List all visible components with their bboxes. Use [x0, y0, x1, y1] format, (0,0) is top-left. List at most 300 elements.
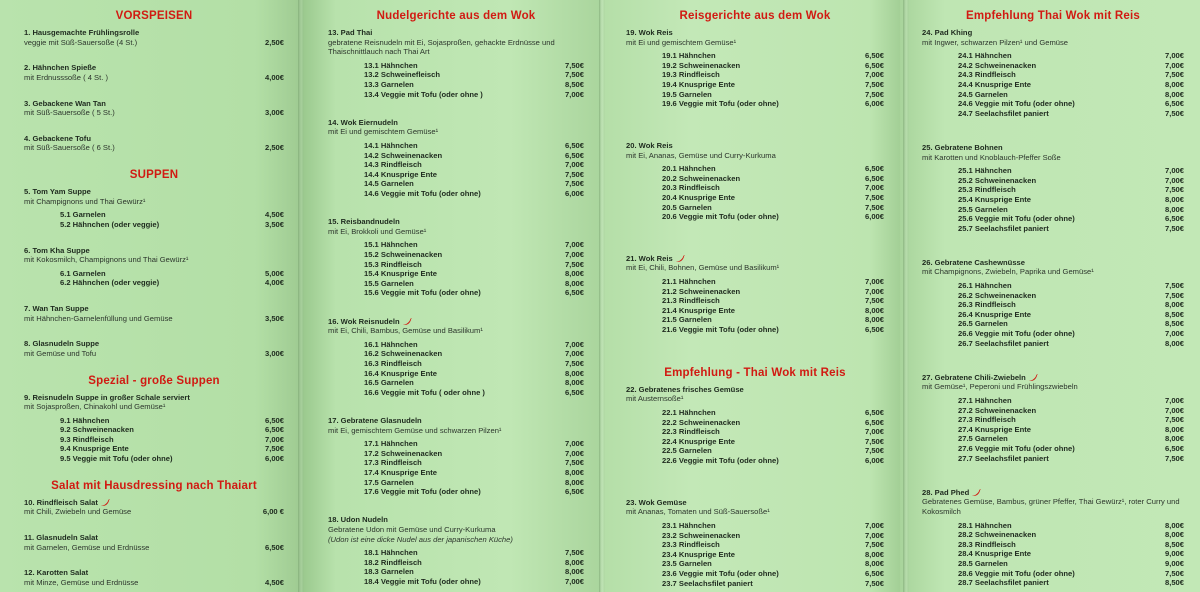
- variant-row: [60, 220, 284, 230]
- section-title: SUPPEN: [129, 169, 179, 182]
- variant-row: [662, 99, 884, 109]
- variant-price: 8,00€: [864, 549, 884, 559]
- variant-name: 22.5 Garnelen: [662, 446, 712, 456]
- item-description: mit Ei, Chili, Bohnen, Gemüse und Basilikum¹: [626, 263, 780, 273]
- item-price: 4,00€: [264, 72, 284, 82]
- variant-row: [958, 70, 1184, 80]
- section-title: Spezial - große Suppen: [88, 374, 220, 387]
- item-title: [328, 416, 422, 426]
- variant-name: 15.1 Hähnchen: [364, 240, 418, 250]
- variant-row: [364, 359, 584, 369]
- variant-row: [662, 559, 884, 569]
- variant-row: [958, 176, 1184, 186]
- variant-row: [958, 99, 1184, 109]
- variant-price: 8,50€: [564, 79, 584, 89]
- variant-name: 21.5 Garnelen: [662, 315, 712, 325]
- variant-name: 19.1 Hähnchen: [662, 51, 716, 61]
- item-header: [24, 393, 284, 403]
- variant-price: 7,50€: [564, 548, 584, 558]
- variant-row: [662, 437, 884, 447]
- variant-row: [364, 170, 584, 180]
- variant-name: 16.6 Veggie mit Tofu ( oder ohne ): [364, 387, 485, 397]
- item-header: [24, 533, 284, 543]
- variant-price: 7,50€: [1164, 415, 1184, 425]
- variant-row: [958, 205, 1184, 215]
- variant-name: 14.2 Schweinenacken: [364, 150, 443, 160]
- variant-name: 26.3 Rindfleisch: [958, 300, 1016, 310]
- variant-name: 22.2 Schweinenacken: [662, 417, 741, 427]
- menu-item: [24, 246, 284, 288]
- menu-section: [24, 480, 284, 588]
- section-title: Salat mit Hausdressing nach Thaiart: [51, 479, 257, 492]
- variant-list: [60, 269, 284, 288]
- variant-row: [958, 425, 1184, 435]
- variant-price: 8,00€: [564, 278, 584, 288]
- item-price: 3,50€: [264, 313, 284, 323]
- variant-row: [958, 109, 1184, 119]
- variant-name: 6.2 Hähnchen (oder veggie): [60, 278, 160, 288]
- variant-price: 6,50€: [564, 141, 584, 150]
- item-name: 20. Wok Reis: [626, 140, 673, 150]
- variant-name: 14.3 Rindfleisch: [364, 160, 422, 170]
- variant-name: 20.4 Knusprige Ente: [662, 192, 736, 202]
- section-title: Empfehlung - Thai Wok mit Reis: [664, 366, 846, 379]
- variant-price: 8,00€: [564, 477, 584, 487]
- variant-row: [958, 559, 1184, 569]
- variant-list: [364, 141, 584, 199]
- variant-name: 13.4 Veggie mit Tofu (oder ohne ): [364, 89, 483, 99]
- variant-price: 7,00€: [864, 286, 884, 296]
- item-price: 6,50€: [264, 542, 284, 552]
- variant-name: 9.4 Knusprige Ente: [60, 444, 129, 454]
- variant-row: [662, 315, 884, 325]
- item-desc-row: [24, 349, 284, 359]
- item-title: [922, 143, 1003, 153]
- item-description: mit Chili, Zwiebeln und Gemüse: [24, 507, 132, 517]
- variant-name: 18.3 Garnelen: [364, 567, 414, 577]
- variant-row: [364, 340, 584, 350]
- variant-name: 17.2 Schweinenacken: [364, 448, 443, 458]
- variant-list: [958, 396, 1184, 463]
- item-title: [24, 533, 98, 543]
- variant-row: [364, 250, 584, 260]
- item-desc-row: [24, 143, 284, 153]
- variant-price: 7,50€: [264, 444, 284, 454]
- item-header: [24, 63, 284, 73]
- variant-price: 6,50€: [864, 408, 884, 417]
- variant-name: 14.5 Garnelen: [364, 179, 414, 189]
- variant-row: [60, 444, 284, 454]
- variant-row: [364, 468, 584, 478]
- section-title: Empfehlung Thai Wok mit Reis: [965, 10, 1141, 22]
- variant-name: 27.3 Rindfleisch: [958, 415, 1016, 425]
- variant-list: [364, 548, 584, 586]
- variant-row: [364, 288, 584, 298]
- variant-name: 15.3 Rindfleisch: [364, 259, 422, 269]
- item-description: mit Minze, Gemüse und Erdnüsse: [24, 577, 139, 587]
- variant-price: 7,50€: [564, 179, 584, 189]
- item-title: [922, 258, 1025, 268]
- variant-name: 5.1 Garnelen: [60, 210, 106, 220]
- item-title: [24, 339, 99, 349]
- variant-row: [958, 195, 1184, 205]
- item-title: [24, 99, 106, 109]
- item-description: mit Kokosmilch, Champignons und Thai Gewürz¹: [24, 255, 189, 265]
- variant-price: 8,00€: [564, 557, 584, 567]
- variant-row: [958, 444, 1184, 454]
- variant-name: 26.6 Veggie mit Tofu (oder ohne): [958, 329, 1075, 339]
- variant-name: 14.6 Veggie mit Tofu (oder ohne): [364, 188, 481, 198]
- variant-name: 19.6 Veggie mit Tofu (oder ohne): [662, 99, 779, 109]
- variant-row: [958, 61, 1184, 71]
- variant-name: 23.6 Veggie mit Tofu (oder ohne): [662, 568, 779, 578]
- variant-row: [958, 214, 1184, 224]
- variant-price: 7,00€: [564, 448, 584, 458]
- variant-name: 16.3 Rindfleisch: [364, 359, 422, 368]
- variant-price: 9,00€: [1164, 549, 1184, 559]
- menu-item: [328, 217, 584, 298]
- item-description: mit Garnelen, Gemüse und Erdnüsse: [24, 542, 150, 552]
- menu-item: [24, 63, 284, 82]
- variant-name: 13.2 Schweinefleisch: [364, 70, 440, 80]
- item-name: 18. Udon Nudeln: [328, 515, 388, 525]
- variant-row: [958, 291, 1184, 301]
- item-name: 28. Pad Phed: [922, 487, 970, 497]
- variant-row: [364, 478, 584, 488]
- item-description: mit Gemüse¹, Peperoni und Frühlingszwiebeln: [922, 382, 1078, 392]
- variant-name: 28.4 Knusprige Ente: [958, 549, 1032, 559]
- variant-price: 6,00€: [564, 188, 584, 198]
- variant-row: [364, 567, 584, 577]
- variant-name: 15.6 Veggie mit Tofu (oder ohne): [364, 288, 481, 298]
- variant-row: [364, 61, 584, 71]
- variant-row: [662, 183, 884, 193]
- variant-row: [662, 579, 884, 589]
- item-header: [24, 187, 284, 197]
- menu-item: [626, 28, 884, 109]
- variant-row: [958, 454, 1184, 464]
- variant-row: [958, 578, 1184, 588]
- variant-name: 15.4 Knusprige Ente: [364, 269, 438, 279]
- variant-row: [958, 569, 1184, 579]
- variant-price: 6,50€: [1164, 443, 1184, 453]
- variant-name: 17.5 Garnelen: [364, 477, 414, 487]
- variant-row: [60, 454, 284, 464]
- variant-name: 26.4 Knusprige Ente: [958, 309, 1032, 319]
- item-title: [328, 515, 388, 525]
- item-title: [24, 246, 90, 256]
- chili-pepper-icon: [675, 254, 685, 263]
- item-description: mit Ei, Chili, Bambus, Gemüse und Basilikum¹: [328, 326, 483, 336]
- variant-name: 25.4 Knusprige Ente: [958, 194, 1032, 204]
- variant-price: 6,50€: [864, 164, 884, 174]
- variant-name: 28.2 Schweinenacken: [958, 530, 1037, 540]
- item-header: [24, 99, 284, 109]
- section-title: VORSPEISEN: [115, 10, 193, 22]
- variant-name: 23.3 Rindfleisch: [662, 540, 720, 550]
- variant-row: [364, 151, 584, 161]
- variant-row: [364, 90, 584, 100]
- fold-crease: [903, 0, 909, 592]
- item-title: [24, 28, 139, 38]
- variant-price: 8,50€: [1164, 578, 1184, 588]
- item-header: [922, 143, 1184, 153]
- item-name: 24. Pad Khing: [922, 28, 973, 37]
- menu-item: [328, 416, 584, 497]
- item-desc-row: [24, 108, 284, 118]
- variant-price: 8,00€: [1164, 530, 1184, 540]
- variant-row: [364, 369, 584, 379]
- item-name: 14. Wok Eiernudeln: [328, 117, 398, 127]
- item-header: [328, 118, 584, 128]
- item-title: [922, 28, 972, 38]
- variant-price: 7,50€: [864, 540, 884, 550]
- item-header: [626, 141, 884, 151]
- item-header: [24, 304, 284, 314]
- variant-name: 14.1 Hähnchen: [364, 141, 418, 150]
- variant-row: [662, 296, 884, 306]
- variant-price: 7,00€: [1164, 51, 1184, 61]
- chili-pepper-icon: [402, 317, 412, 326]
- item-name: 19. Wok Reis: [626, 28, 673, 37]
- variant-price: 8,00€: [1164, 424, 1184, 434]
- item-description: mit Ei, Ananas, Gemüse und Curry-Kurkuma: [626, 150, 776, 160]
- variant-name: 19.3 Rindfleisch: [662, 70, 720, 80]
- item-description: mit Hähnchen-Garnelenfüllung und Gemüse: [24, 313, 173, 323]
- item-title: [626, 141, 673, 151]
- variant-name: 16.1 Hähnchen: [364, 339, 418, 349]
- variant-price: 8,50€: [1164, 539, 1184, 549]
- menu-panel-2: [300, 0, 600, 592]
- variant-name: 16.4 Knusprige Ente: [364, 368, 438, 378]
- item-title: [626, 254, 685, 264]
- variant-name: 28.7 Seelachsfilet paniert: [958, 578, 1049, 588]
- menu-item: [24, 533, 284, 552]
- variant-row: [662, 287, 884, 297]
- variant-row: [662, 203, 884, 213]
- variant-row: [958, 51, 1184, 61]
- variant-price: 7,50€: [564, 70, 584, 80]
- variant-name: 22.1 Hähnchen: [662, 408, 716, 417]
- variant-list: [958, 166, 1184, 233]
- item-description: mit Ananas, Tomaten und Süß-Sauersoße¹: [626, 507, 770, 517]
- variant-price: 8,00€: [864, 315, 884, 325]
- variant-row: [662, 456, 884, 466]
- variant-price: 7,50€: [564, 259, 584, 269]
- item-description: mit Ingwer, schwarzen Pilzen¹ und Gemüse: [922, 37, 1069, 47]
- variant-price: 7,00€: [564, 89, 584, 99]
- item-name: 5. Tom Yam Suppe: [24, 187, 91, 197]
- variant-name: 21.2 Schweinenacken: [662, 286, 741, 296]
- item-description: mit Austernsoße¹: [626, 394, 684, 404]
- variant-name: 20.1 Hähnchen: [662, 164, 716, 174]
- variant-price: 6,50€: [864, 325, 884, 335]
- item-name: 6. Tom Kha Suppe: [24, 245, 90, 255]
- variant-name: 24.2 Schweinenacken: [958, 60, 1037, 70]
- item-title: [922, 488, 981, 498]
- variant-price: 7,50€: [1164, 108, 1184, 118]
- item-name: 15. Reisbandnudeln: [328, 217, 400, 227]
- variant-row: [364, 269, 584, 279]
- variant-price: 7,00€: [564, 439, 584, 449]
- variant-name: 18.2 Rindfleisch: [364, 557, 422, 567]
- variant-row: [662, 531, 884, 541]
- variant-price: 7,50€: [564, 359, 584, 368]
- variant-row: [364, 458, 584, 468]
- variant-name: 13.1 Hähnchen: [364, 60, 418, 70]
- menu-item: [626, 254, 884, 335]
- chili-pepper-icon: [971, 488, 981, 497]
- item-desc-row: [24, 507, 284, 517]
- variant-name: 25.6 Veggie mit Tofu (oder ohne): [958, 214, 1075, 224]
- variant-name: 9.5 Veggie mit Tofu (oder ohne): [60, 454, 173, 464]
- variant-price: 7,00€: [864, 277, 884, 287]
- variant-price: 3,50€: [264, 219, 284, 229]
- variant-price: 6,50€: [264, 415, 284, 425]
- menu-section: [922, 10, 1184, 588]
- variant-name: 20.6 Veggie mit Tofu (oder ohne): [662, 212, 779, 222]
- variant-price: 8,00€: [1164, 338, 1184, 348]
- variant-row: [662, 418, 884, 428]
- variant-name: 26.5 Garnelen: [958, 319, 1008, 329]
- variant-row: [662, 550, 884, 560]
- menu-item: [24, 28, 284, 47]
- variant-price: 8,50€: [1164, 309, 1184, 319]
- fold-crease: [599, 0, 605, 592]
- variant-name: 17.1 Hähnchen: [364, 439, 418, 449]
- variant-row: [364, 80, 584, 90]
- menu-item: [328, 515, 584, 586]
- item-name: 3. Gebackene Wan Tan: [24, 98, 106, 108]
- variant-name: 23.2 Schweinenacken: [662, 530, 741, 540]
- variant-price: 7,00€: [564, 250, 584, 259]
- variant-price: 7,00€: [564, 160, 584, 170]
- variant-row: [60, 269, 284, 279]
- variant-name: 9.2 Schweinenacken: [60, 425, 134, 435]
- item-header: [922, 258, 1184, 268]
- menu-item: [24, 498, 284, 517]
- variant-name: 28.6 Veggie mit Tofu (oder ohne): [958, 568, 1075, 578]
- menu-item: [328, 28, 584, 99]
- variant-list: [364, 439, 584, 497]
- menu-item: [626, 498, 884, 588]
- item-title: [24, 304, 89, 314]
- variant-name: 25.7 Seelachsfilet paniert: [958, 223, 1049, 233]
- item-header: [24, 246, 284, 256]
- variant-price: 7,50€: [864, 446, 884, 456]
- menu-section: [626, 367, 884, 588]
- variant-row: [958, 521, 1184, 531]
- menu-item: [922, 258, 1184, 348]
- item-header: [626, 28, 884, 38]
- variant-row: [958, 319, 1184, 329]
- item-title: [328, 217, 400, 227]
- variant-name: 15.2 Schweinenacken: [364, 250, 443, 259]
- item-name: 1. Hausgemachte Frühlingsrolle: [24, 28, 140, 37]
- item-description: mit Ei und gemischtem Gemüse¹: [328, 127, 439, 137]
- variant-name: 27.1 Hähnchen: [958, 396, 1012, 405]
- item-title: [24, 568, 88, 578]
- menu-item: [626, 385, 884, 466]
- item-title: [328, 118, 398, 128]
- variant-list: [662, 408, 884, 466]
- item-header: [922, 373, 1184, 383]
- variant-name: 22.4 Knusprige Ente: [662, 436, 736, 446]
- item-price: 2,50€: [264, 143, 284, 153]
- variant-price: 9,00€: [1164, 558, 1184, 568]
- variant-price: 8,00€: [1164, 434, 1184, 444]
- variant-price: 7,00€: [1164, 405, 1184, 415]
- variant-name: 27.7 Seelachsfilet paniert: [958, 453, 1049, 463]
- variant-price: 7,50€: [864, 89, 884, 99]
- variant-price: 6,50€: [1164, 214, 1184, 224]
- variant-list: [662, 51, 884, 109]
- variant-name: 27.2 Schweinenacken: [958, 405, 1037, 415]
- variant-price: 6,00€: [864, 455, 884, 465]
- item-header: [24, 498, 284, 508]
- variant-price: 7,00€: [864, 183, 884, 193]
- item-header: [24, 568, 284, 578]
- variant-name: 15.5 Garnelen: [364, 278, 414, 288]
- variant-name: 24.1 Hähnchen: [958, 51, 1012, 61]
- variant-row: [958, 406, 1184, 416]
- variant-price: 6,50€: [864, 51, 884, 61]
- variant-row: [662, 521, 884, 531]
- item-title: [24, 498, 110, 508]
- item-header: [24, 28, 284, 38]
- variant-name: 21.6 Veggie mit Tofu (oder ohne): [662, 325, 779, 335]
- variant-row: [958, 80, 1184, 90]
- variant-list: [958, 51, 1184, 118]
- variant-price: 7,50€: [864, 79, 884, 89]
- variant-row: [364, 141, 584, 151]
- variant-name: 27.6 Veggie mit Tofu (oder ohne): [958, 443, 1075, 453]
- variant-row: [60, 435, 284, 445]
- variant-name: 26.1 Hähnchen: [958, 281, 1012, 291]
- variant-name: 18.1 Hähnchen: [364, 548, 418, 558]
- item-header: [922, 488, 1184, 498]
- item-name: 8. Glasnudeln Suppe: [24, 339, 100, 349]
- variant-row: [958, 540, 1184, 550]
- variant-name: 25.3 Rindfleisch: [958, 185, 1016, 195]
- item-header: [328, 416, 584, 426]
- variant-row: [958, 549, 1184, 559]
- variant-price: 8,00€: [1164, 79, 1184, 89]
- item-name: 26. Gebratene Cashewnüsse: [922, 257, 1025, 267]
- item-name: 10. Rindfleisch Salat: [24, 497, 98, 507]
- variant-price: 4,50€: [264, 210, 284, 220]
- variant-price: 6,50€: [1164, 99, 1184, 109]
- variant-name: 24.7 Seelachsfilet paniert: [958, 108, 1049, 118]
- variant-price: 8,00€: [564, 468, 584, 477]
- variant-price: 6,00€: [264, 454, 284, 464]
- variant-row: [364, 487, 584, 497]
- item-price: 4,50€: [264, 577, 284, 587]
- variant-price: 7,50€: [1164, 290, 1184, 300]
- variant-price: 7,00€: [1164, 166, 1184, 176]
- menu-item: [24, 304, 284, 323]
- variant-row: [662, 427, 884, 437]
- variant-list: [364, 240, 584, 298]
- variant-name: 27.4 Knusprige Ente: [958, 424, 1032, 434]
- variant-row: [958, 339, 1184, 349]
- menu-item: [24, 393, 284, 464]
- item-name: 25. Gebratene Bohnen: [922, 142, 1003, 152]
- variant-price: 7,00€: [864, 530, 884, 540]
- variant-price: 7,50€: [1164, 223, 1184, 233]
- variant-price: 7,00€: [1164, 396, 1184, 405]
- variant-row: [662, 212, 884, 222]
